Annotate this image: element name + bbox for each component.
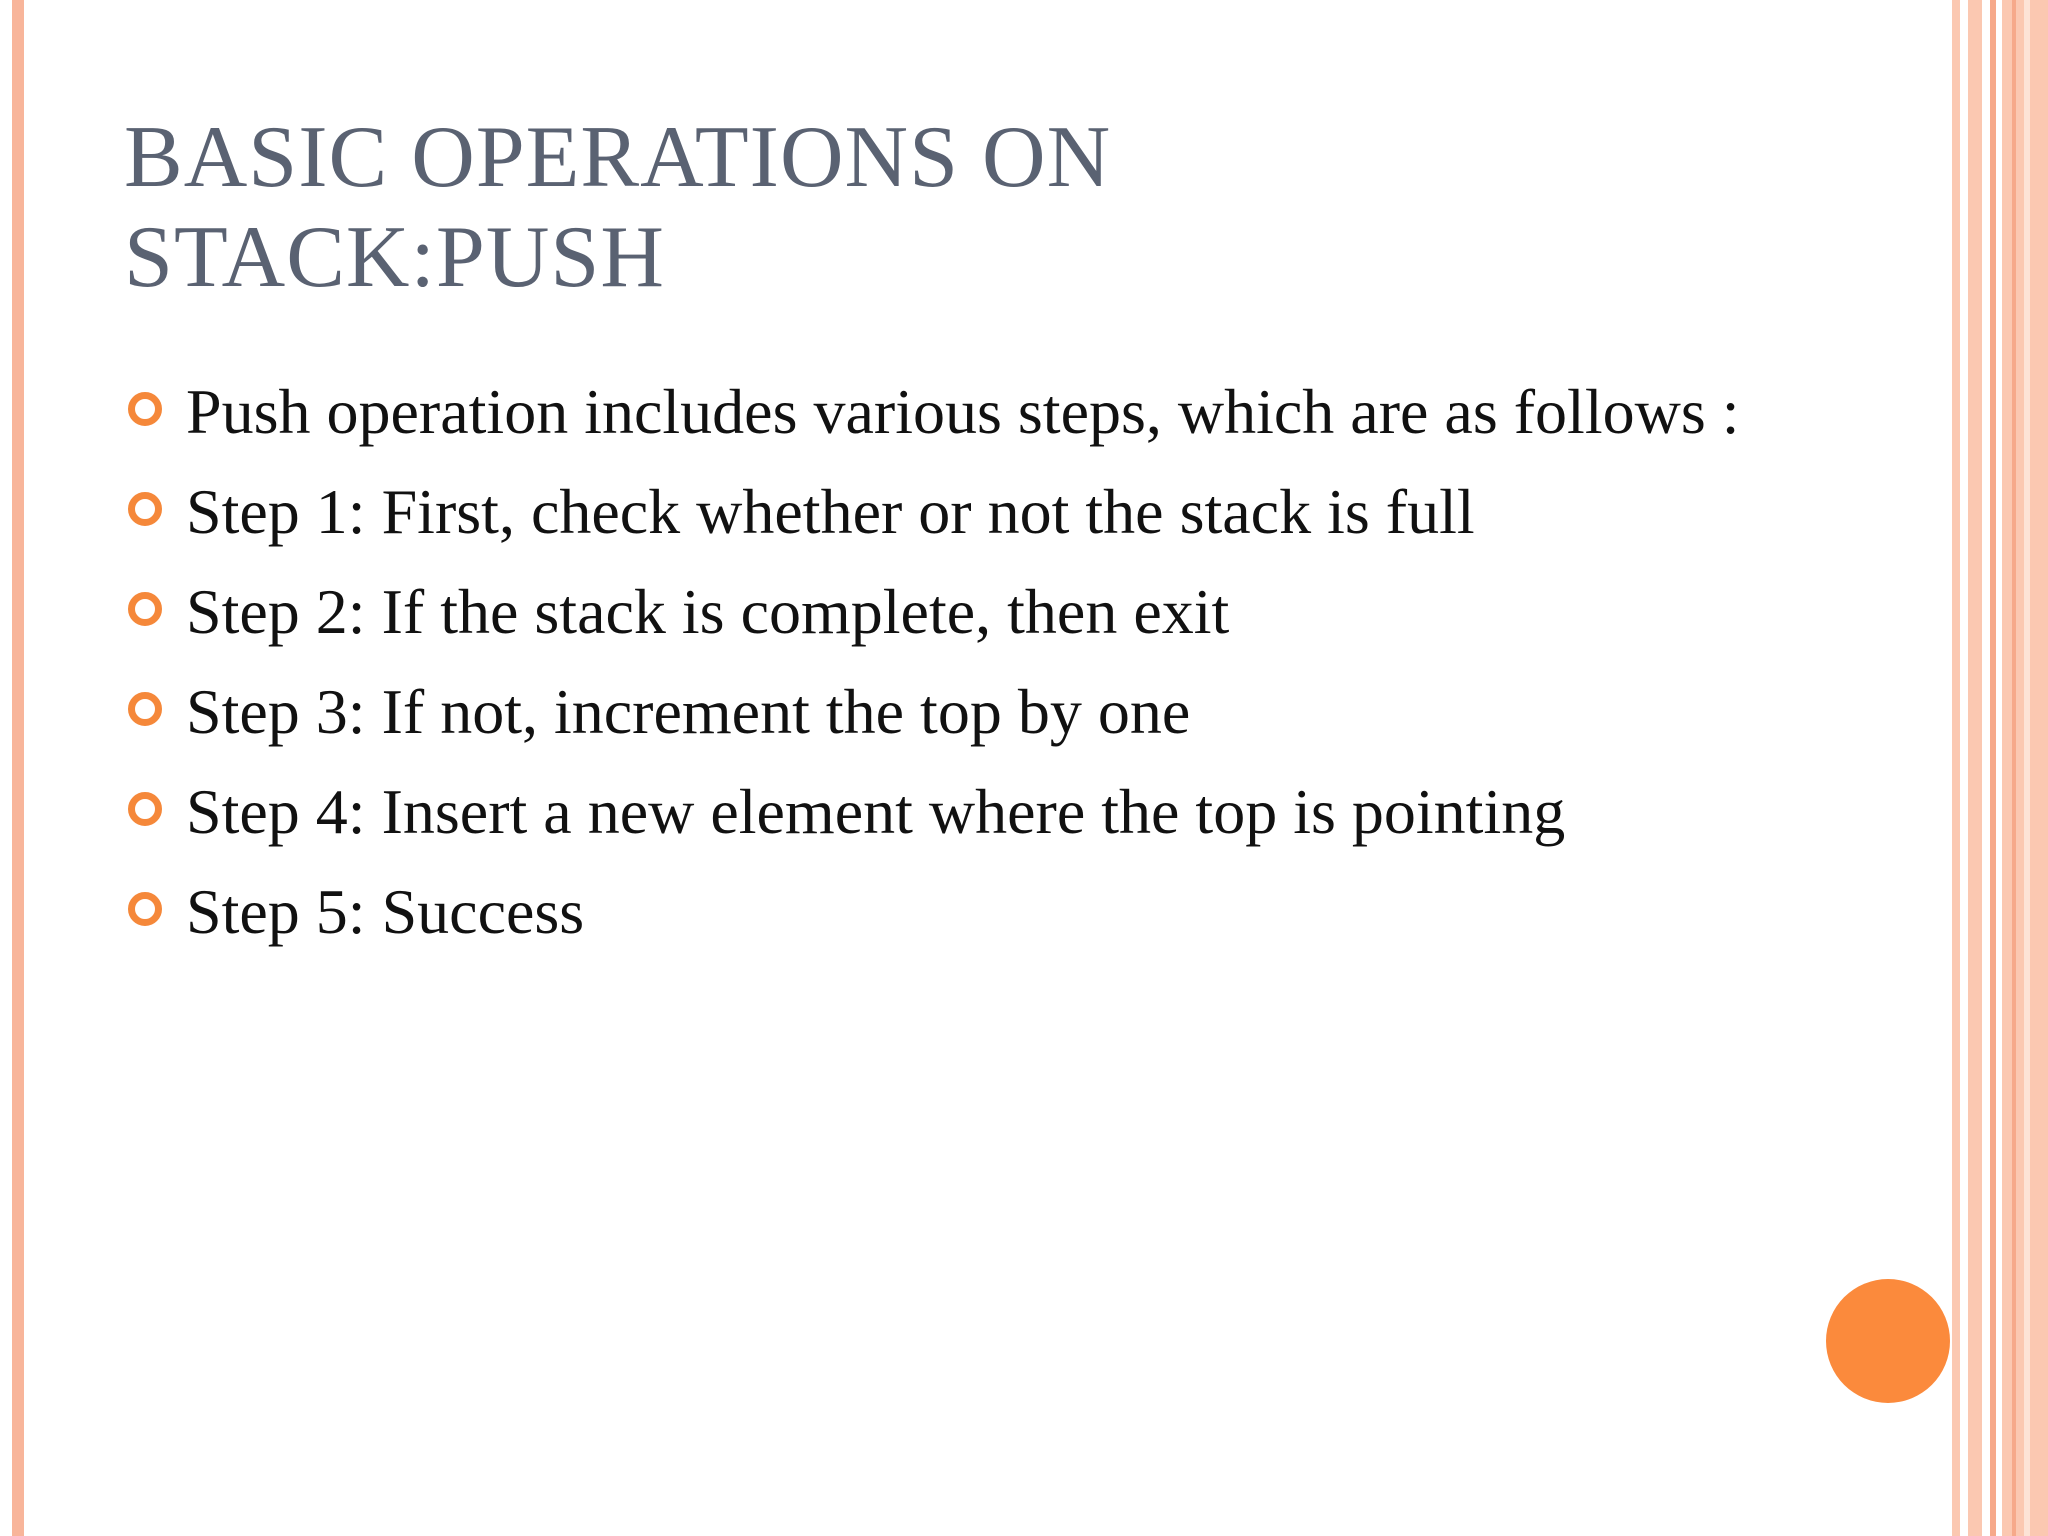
orange-circle-decoration <box>1826 1279 1950 1403</box>
bullet-text: Step 1: First, check whether or not the stack is full <box>186 476 1475 547</box>
hollow-circle-bullet-icon <box>128 392 162 426</box>
hollow-circle-bullet-icon <box>128 892 162 926</box>
slide-title <box>124 108 1724 308</box>
bullet-text: Step 5: Success <box>186 876 585 947</box>
right-decorative-stripe <box>1990 0 1996 1536</box>
bullet-item <box>128 372 1768 452</box>
bullet-text: Step 2: If the stack is complete, then exit <box>186 576 1230 647</box>
bullet-item <box>128 672 1768 752</box>
right-decorative-stripe <box>1968 0 1982 1536</box>
right-decorative-stripe <box>2024 0 2030 1536</box>
bullet-text: Step 3: If not, increment the top by one <box>186 676 1191 747</box>
slide-title-line: STACK:PUSH <box>124 209 665 306</box>
bullet-item <box>128 772 1768 852</box>
hollow-circle-bullet-icon <box>128 492 162 526</box>
hollow-circle-bullet-icon <box>128 692 162 726</box>
hollow-circle-bullet-icon <box>128 592 162 626</box>
left-decorative-border <box>12 0 24 1536</box>
bullet-item <box>128 472 1768 552</box>
bullet-text: Step 4: Insert a new element where the top is pointing <box>186 776 1566 847</box>
bullet-item <box>128 572 1768 652</box>
bullet-text: Push operation includes various steps, which are as follows : <box>186 376 1740 447</box>
hollow-circle-bullet-icon <box>128 792 162 826</box>
slide-title-line: BASIC OPERATIONS ON <box>124 109 1112 206</box>
right-decorative-stripe <box>1952 0 1960 1536</box>
bullet-item <box>128 872 1768 952</box>
bullet-list <box>128 372 1768 972</box>
right-decorative-stripe <box>2012 0 2016 1536</box>
